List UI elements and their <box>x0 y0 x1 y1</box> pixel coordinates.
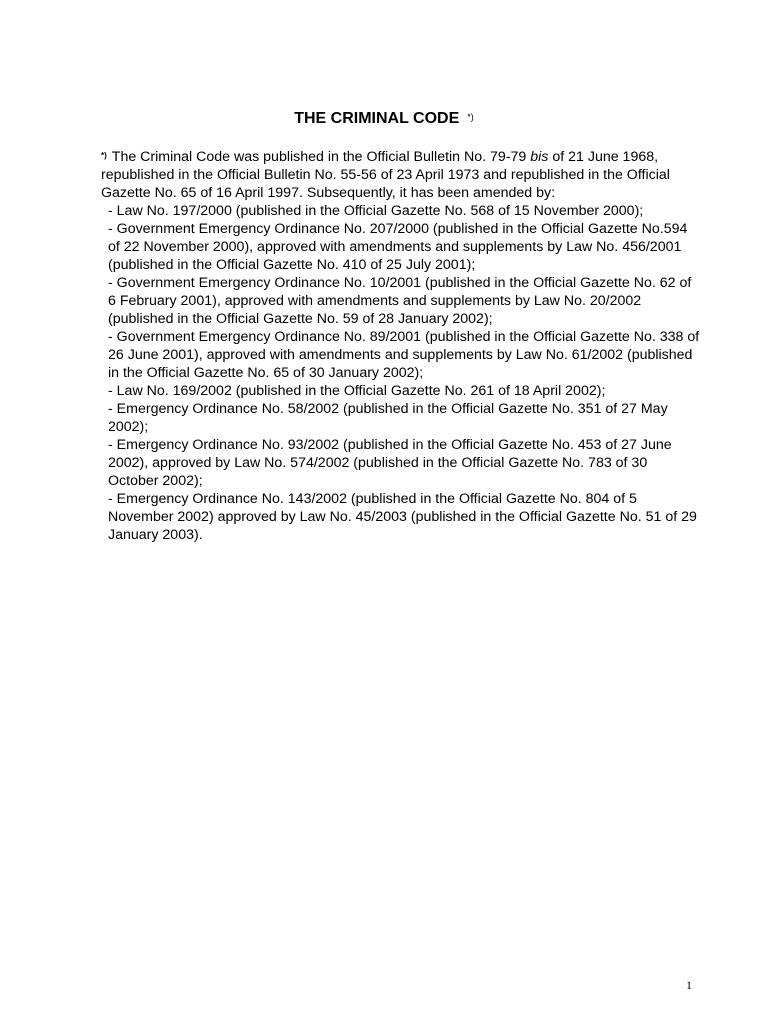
intro-paragraph <box>101 148 701 202</box>
title-text: THE CRIMINAL CODE <box>294 110 460 127</box>
footnote-marker: *) <box>101 151 107 160</box>
intro-text-start: The Criminal Code was published in the Official Bulletin No. 79-79 <box>111 149 531 165</box>
amendment-item: - Government Emergency Ordinance No. 10/2001 (published in the Official Gazette No. 62 of 6 February 2001), approved with amendments and supplements by Law No. 20/2002 (published in the Official Gazette No. 59 of 28 January 2002); <box>108 275 692 327</box>
intro-text-end: of 21 June 1968, republished in the Official Bulletin No. 55-56 of 23 April 1973 and republished in the Official Gazette No. 65 of 16 April 1997. Subsequently, it has been amended by: <box>101 149 670 201</box>
amendment-item: - Emergency Ordinance No. 93/2002 (published in the Official Gazette No. 453 of 27 June 2002), approved by Law No. 574/2002 (published in the Official Gazette No. 783 of 30 October 2002); <box>108 437 672 489</box>
title-footnote-marker: *) <box>467 112 474 122</box>
amendment-item: - Government Emergency Ordinance No. 89/2001 (published in the Official Gazette No. 338 of 26 June 2001), approved with amendments and supplements by Law No. 61/2002 (published in the Official Gazette No. 65 of 30 January 2002); <box>108 329 700 381</box>
amendment-item: - Emergency Ordinance No. 143/2002 (published in the Official Gazette No. 804 of 5 November 2002) approved by Law No. 45/2003 (published in the Official Gazette No. 51 of 29 January 2003). <box>108 491 697 543</box>
page-number: 1 <box>686 978 692 992</box>
intro-text-italic: bis <box>530 149 549 165</box>
amendment-item: - Law No. 197/2000 (published in the Official Gazette No. 568 of 15 November 2000); <box>108 203 644 219</box>
amendment-item: - Emergency Ordinance No. 58/2002 (published in the Official Gazette No. 351 of 27 May 2002); <box>108 401 668 435</box>
footnote-body <box>101 148 701 544</box>
amendment-item: - Government Emergency Ordinance No. 207/2000 (published in the Official Gazette No.594 of 22 November 2000), approved with amendments and supplements by Law No. 456/2001 (published in the Official Gazette No. 410 of 25 July 2001); <box>108 221 688 273</box>
amendment-item: - Law No. 169/2002 (published in the Official Gazette No. 261 of 18 April 2002); <box>108 383 606 399</box>
document-title <box>0 109 768 129</box>
